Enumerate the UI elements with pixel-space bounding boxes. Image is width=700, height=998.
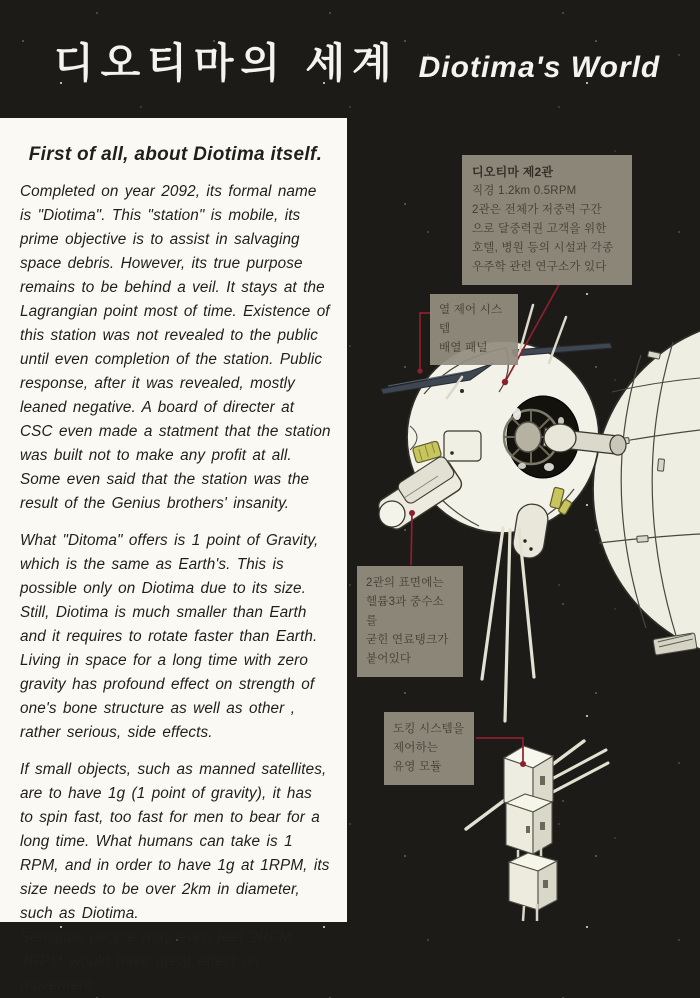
article-paragraph-4: Sensitive people may even feel 2RPM. 3RPM would have great effect on movement. xyxy=(20,929,297,994)
callout-hall2-line: 우주학 관련 연구소가 있다 xyxy=(472,261,607,273)
callout-hall2-line: 2관은 전체가 저중력 구간 xyxy=(472,204,602,216)
callout-thermal-panel xyxy=(430,294,518,365)
article-panel xyxy=(0,118,347,994)
callout-fuel-line: 2관의 표면에는 xyxy=(366,577,444,589)
callout-fuel-line: 굳힌 연료탱크가 xyxy=(366,634,449,646)
page-title-korean: 디오티마의 세계 xyxy=(54,40,399,86)
callout-fuel-line: 붙어있다 xyxy=(366,653,412,665)
article-paragraph-2: What "Ditoma" offers is 1 point of Gravity, which is the same as Earth's. This is possible only on Diotima due to its size. Still, Diotima is much smaller than Earth and it requires to rotate faster than Earth. Living in space for a long time with zero gravity has profound effect on strength of one's bone structure as well as other , rather serious, side effects. xyxy=(20,532,319,741)
callout-hall2 xyxy=(462,155,632,285)
article-paragraph-1: Completed on year 2092, its formal name is "Diotima". This "station" is mobile, its prime objective is to assist in salvaging space debris. However, its true purpose remains to be behind a veil. It stays at the Lagrangian point most of time. Existence of this station was not revealed to the public until even completion of the station. Public response, after it was revealed, mostly leaned negative. A board of directer at CSC even made a statment that the station was built not to make any profit at all. Some even said that the station was the result of the Genius brothers' insanity. xyxy=(20,183,331,512)
callout-hall2-line: 직경 1.2km 0.5RPM xyxy=(472,185,577,197)
callout-fuel-line: 헬륨3과 중수소를 xyxy=(366,596,444,627)
article-paragraph-3: If small objects, such as manned satellites, are to have 1g (1 point of gravity), it has to spin fast, too fast for men to bear for a long time. What humans can take is 1 RPM, and in order to have 1g at 1RPM, its size needs to be over 2km in diameter, such as Diotima. xyxy=(20,761,330,922)
callout-thermal-line: 열 제어 시스템 xyxy=(439,304,503,335)
callout-docking-line: 도킹 시스템을 xyxy=(393,723,465,735)
page-title xyxy=(54,30,690,89)
callout-thermal-line: 배열 패널 xyxy=(439,342,488,354)
callout-hall2-line: 으로 달중력권 고객을 위한 xyxy=(472,223,607,235)
callout-fuel-tank xyxy=(357,566,463,677)
eva-module-stack xyxy=(466,741,608,921)
large-sphere xyxy=(593,318,700,662)
callout-hall2-title: 디오티마 제2관 xyxy=(472,165,554,179)
callout-docking-line: 유영 모듈 xyxy=(393,761,442,773)
callout-hall2-line: 호텔, 병원 등의 시설과 각종 xyxy=(472,242,614,254)
page-title-english: Diotima's World xyxy=(418,51,661,84)
callout-docking-line: 제어하는 xyxy=(393,742,439,754)
callout-docking-module xyxy=(384,712,474,785)
article-heading: First of all, about Diotima itself. xyxy=(28,144,323,165)
